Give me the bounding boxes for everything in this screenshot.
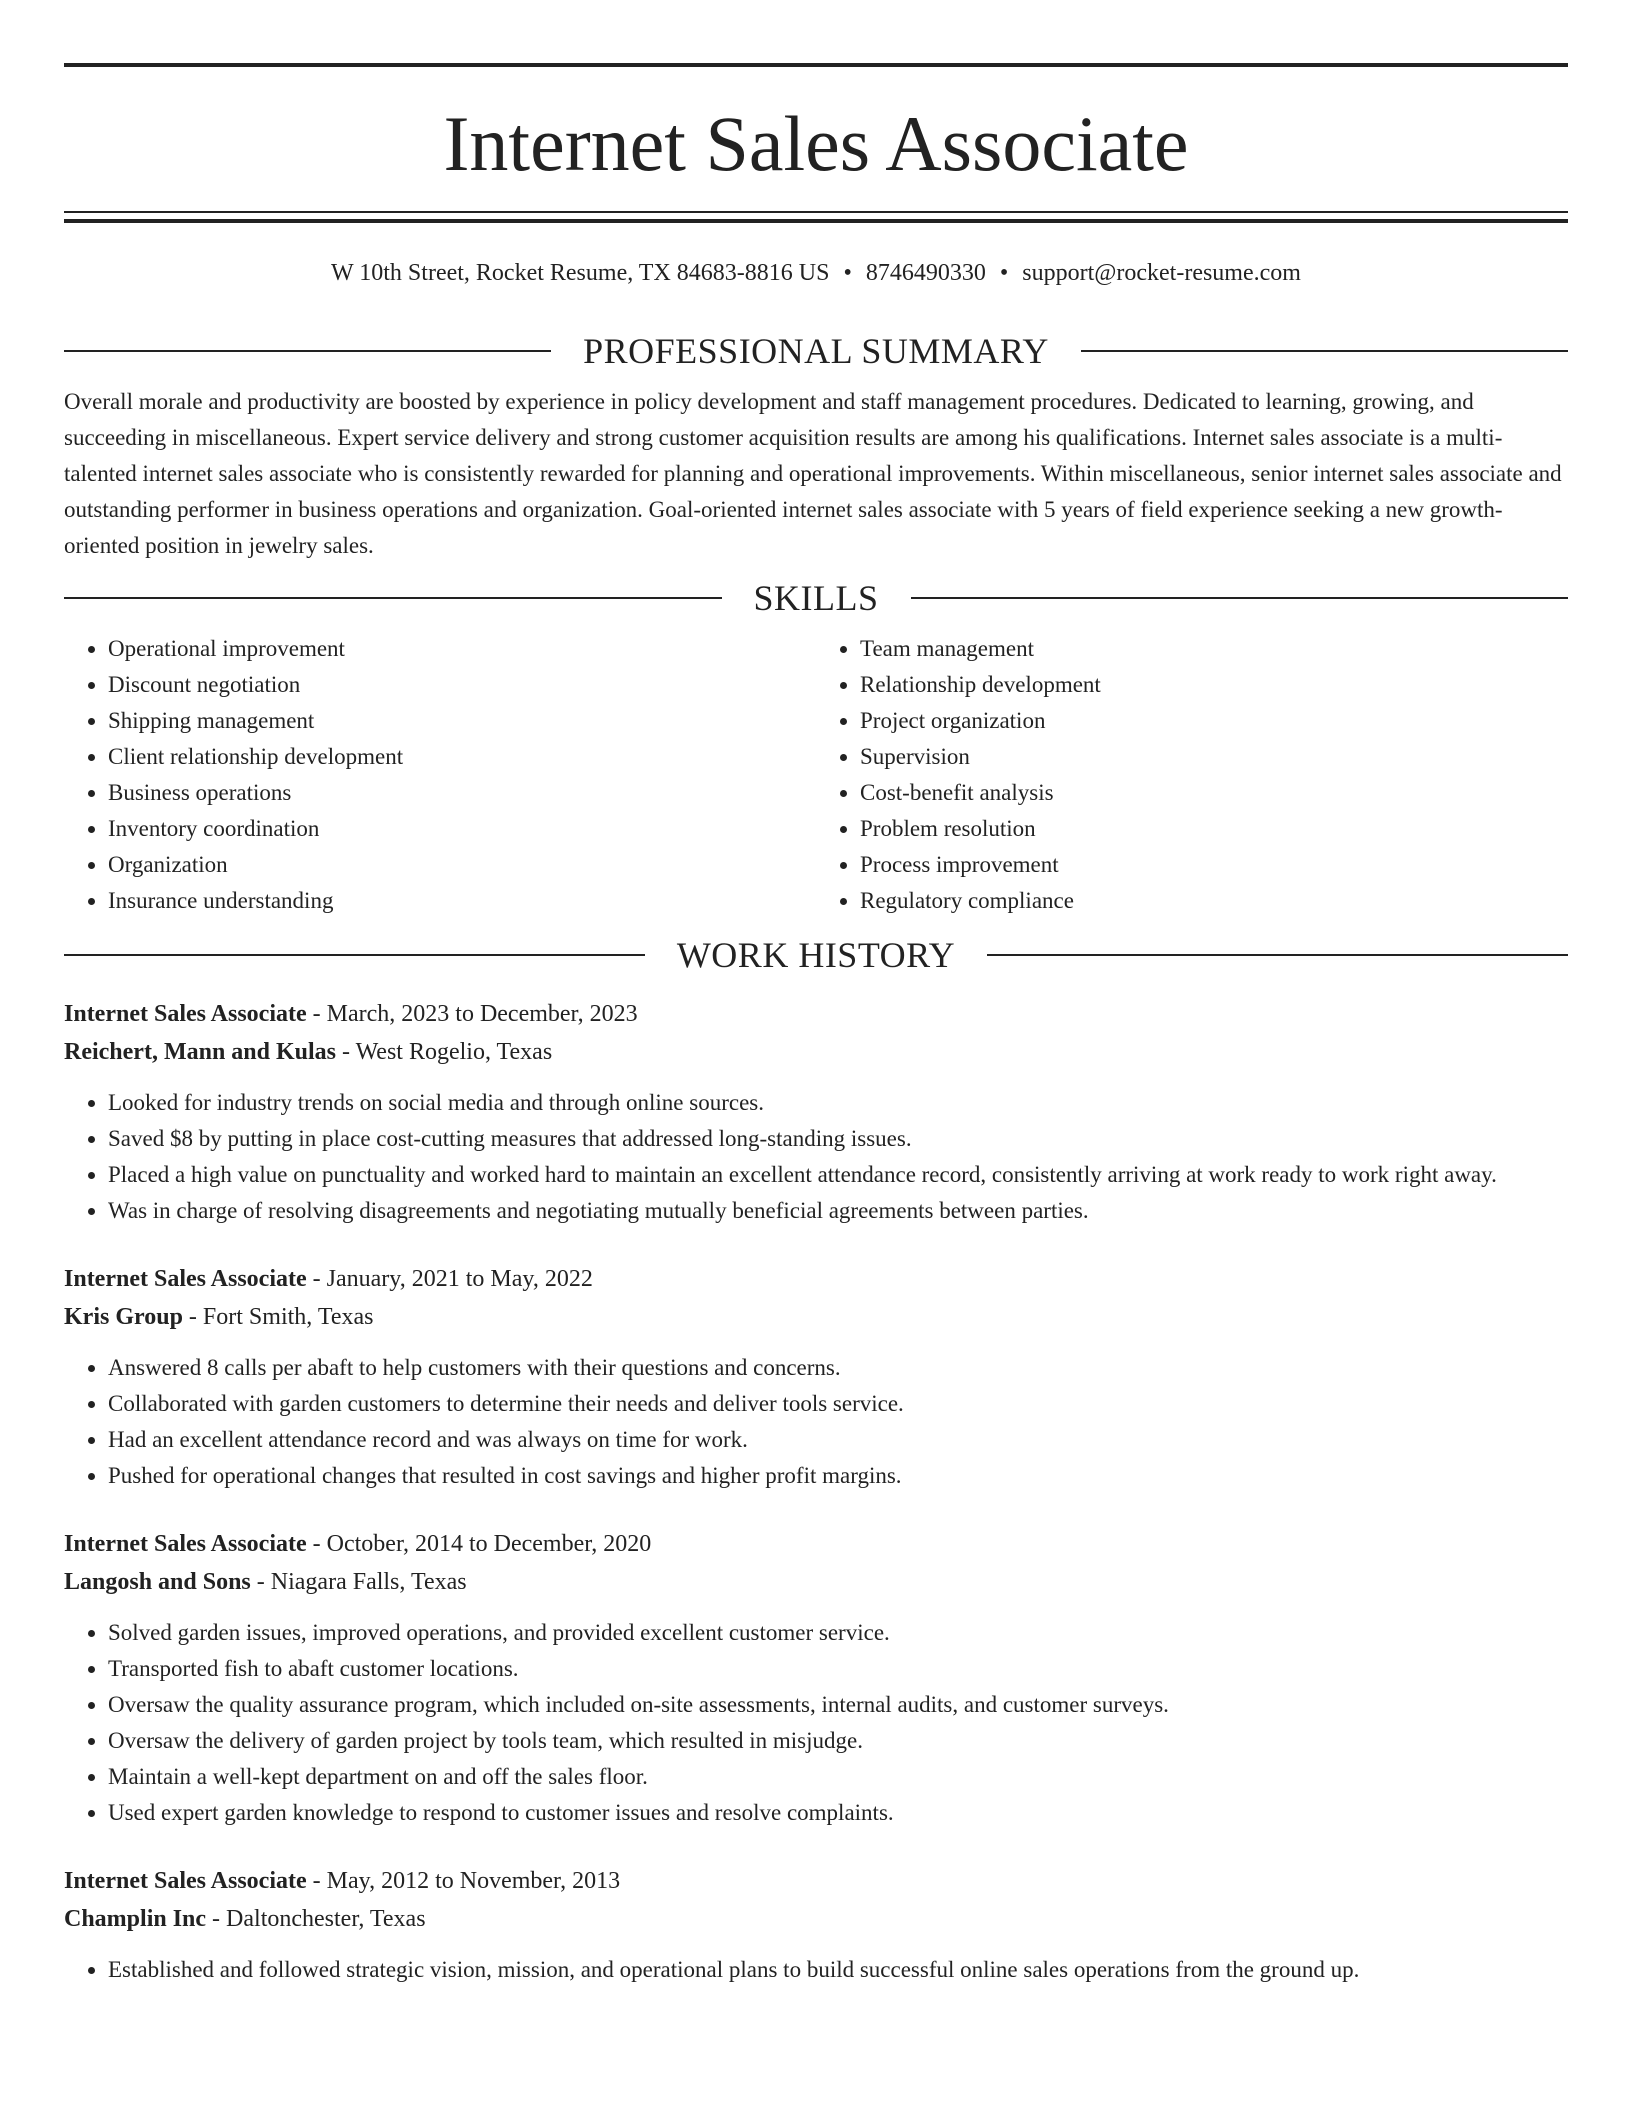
job-company-line (64, 1298, 1568, 1336)
skill-item: • Client relationship development (108, 739, 816, 775)
job-bullet: • Looked for industry trends on social media and through online sources. (108, 1085, 1568, 1121)
resume-page (64, 0, 1568, 1988)
work-heading (64, 935, 1568, 975)
skill-item: • Insurance understanding (108, 883, 816, 919)
contact-phone: 8746490330 (865, 260, 986, 286)
job-bullets (64, 1615, 1568, 1831)
job-bullet: • Saved $8 by putting in place cost-cutting measures that addressed long-standing issues. (108, 1121, 1568, 1157)
job-location: - Daltonchester, Texas (206, 1906, 426, 1932)
job-bullets (64, 1952, 1568, 1988)
contact-email: support@rocket-resume.com (1022, 260, 1301, 286)
job-entry (64, 995, 1568, 1229)
skills-heading (64, 578, 1568, 618)
job-entry (64, 1862, 1568, 1988)
job-bullet: • Transported fish to abaft customer locations. (108, 1651, 1568, 1687)
title-double-rule (64, 211, 1568, 223)
job-title-line (64, 1862, 1568, 1900)
job-entry (64, 1525, 1568, 1831)
job-bullet: • Had an excellent attendance record and was always on time for work. (108, 1422, 1568, 1458)
job-company: Kris Group (64, 1304, 183, 1330)
heading-rule (64, 954, 645, 956)
skill-item: • Project organization (860, 703, 1568, 739)
job-dates: - January, 2021 to May, 2022 (306, 1266, 593, 1292)
skills-title: SKILLS (753, 578, 879, 618)
skill-item: • Operational improvement (108, 631, 816, 667)
job-entry (64, 1260, 1568, 1494)
job-company: Champlin Inc (64, 1906, 207, 1932)
job-company: Reichert, Mann and Kulas (64, 1039, 337, 1065)
contact-address: W 10th Street, Rocket Resume, TX 84683-8816 US (331, 260, 830, 286)
skill-item: • Inventory coordination (108, 811, 816, 847)
job-bullet: • Placed a high value on punctuality and worked hard to maintain an excellent attendance record, consistently arriving at work ready to work right away. (108, 1157, 1568, 1193)
heading-rule (987, 954, 1568, 956)
job-bullet: • Pushed for operational changes that resulted in cost savings and higher profit margins. (108, 1458, 1568, 1494)
contact-separator: • (843, 260, 852, 286)
job-dates: - May, 2012 to November, 2013 (306, 1868, 621, 1894)
work-title: WORK HISTORY (676, 935, 956, 975)
skill-item: • Supervision (860, 739, 1568, 775)
job-bullet: • Oversaw the quality assurance program, which included on-site assessments, internal audits, and customer surveys. (108, 1687, 1568, 1723)
job-company-line (64, 1900, 1568, 1938)
skill-item: • Regulatory compliance (860, 883, 1568, 919)
job-company-line (64, 1563, 1568, 1601)
job-company: Langosh and Sons (64, 1569, 251, 1595)
job-role: Internet Sales Associate (64, 1868, 307, 1894)
skill-item: • Discount negotiation (108, 667, 816, 703)
job-role: Internet Sales Associate (64, 1531, 307, 1557)
job-location: - West Rogelio, Texas (336, 1039, 553, 1065)
heading-rule (911, 597, 1569, 599)
job-bullet: • Answered 8 calls per abaft to help customers with their questions and concerns. (108, 1350, 1568, 1386)
job-title-line (64, 995, 1568, 1033)
job-dates: - March, 2023 to December, 2023 (306, 1001, 638, 1027)
skill-item: • Relationship development (860, 667, 1568, 703)
skill-item: • Cost-benefit analysis (860, 775, 1568, 811)
job-title-line (64, 1260, 1568, 1298)
skills-list (64, 631, 1568, 919)
skills-column-right (816, 631, 1568, 919)
job-dates: - October, 2014 to December, 2020 (306, 1531, 652, 1557)
job-location: - Niagara Falls, Texas (250, 1569, 467, 1595)
job-company-line (64, 1033, 1568, 1071)
job-bullet: • Was in charge of resolving disagreements and negotiating mutually beneficial agreements between parties. (108, 1193, 1568, 1229)
summary-text: Overall morale and productivity are boosted by experience in policy development and staff management procedures. Dedicated to learning, growing, and succeeding in miscellaneous. Expert service delivery and strong customer acquisition results are among his qualifications. Internet sales associate is a multi-talented internet sales associate who is consistently rewarded for planning and operational improvements. Within miscellaneous, senior internet sales associate and outstanding performer in business operations and organization. Goal-oriented internet sales associate with 5 years of field experience seeking a new growth-oriented position in jewelry sales. (64, 389, 1562, 558)
job-bullet: • Maintain a well-kept department on and off the sales floor. (108, 1759, 1568, 1795)
contact-separator: • (999, 260, 1009, 286)
job-bullet: • Oversaw the delivery of garden project by tools team, which resulted in misjudge. (108, 1723, 1568, 1759)
job-role: Internet Sales Associate (64, 1001, 307, 1027)
job-bullets (64, 1085, 1568, 1229)
heading-rule (64, 350, 551, 352)
heading-rule (1081, 350, 1568, 352)
summary-heading (64, 331, 1568, 371)
job-title-line (64, 1525, 1568, 1563)
skills-column-left (64, 631, 816, 919)
skill-item: • Organization (108, 847, 816, 883)
skill-item: • Shipping management (108, 703, 816, 739)
skill-item: • Team management (860, 631, 1568, 667)
top-rule (64, 63, 1568, 67)
heading-rule (64, 597, 722, 599)
job-bullets (64, 1350, 1568, 1494)
job-bullet: • Collaborated with garden customers to determine their needs and deliver tools service. (108, 1386, 1568, 1422)
job-role: Internet Sales Associate (64, 1266, 307, 1292)
job-bullet: • Used expert garden knowledge to respond to customer issues and resolve complaints. (108, 1795, 1568, 1831)
summary-title: PROFESSIONAL SUMMARY (583, 331, 1049, 371)
job-bullet: • Solved garden issues, improved operations, and provided excellent customer service. (108, 1615, 1568, 1651)
skill-item: • Process improvement (860, 847, 1568, 883)
contact-line (64, 261, 1568, 285)
job-bullet: • Established and followed strategic vision, mission, and operational plans to build successful online sales operations from the ground up. (108, 1952, 1568, 1988)
skill-item: • Business operations (108, 775, 816, 811)
job-location: - Fort Smith, Texas (182, 1304, 374, 1330)
page-title: Internet Sales Associate (443, 100, 1189, 187)
skill-item: • Problem resolution (860, 811, 1568, 847)
